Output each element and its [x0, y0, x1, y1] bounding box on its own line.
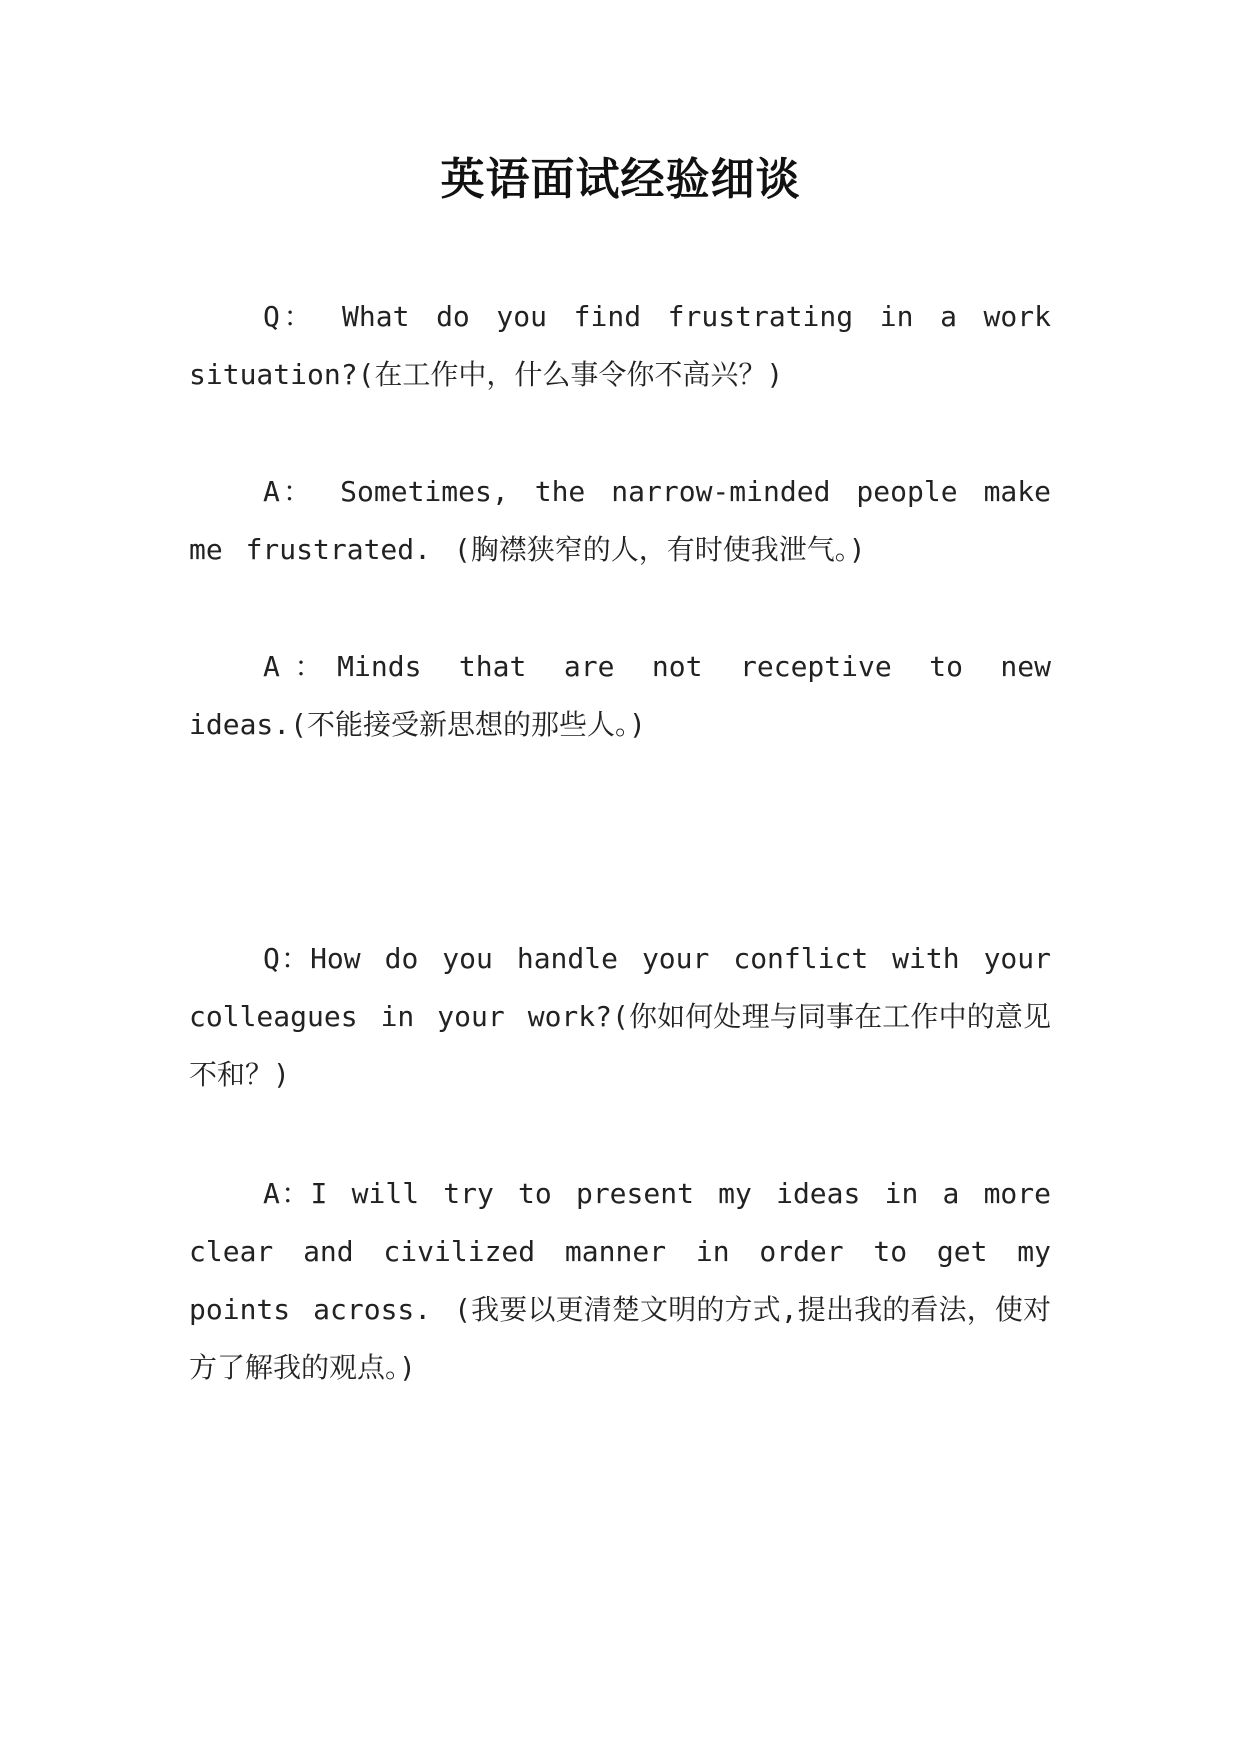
- paragraph-question-1: [189, 288, 1051, 404]
- paragraph-answer-1: [189, 463, 1051, 579]
- paragraph-text: Q： What do you find frustrating in a work situation?(在工作中，什么事令你不高兴？): [189, 300, 1051, 391]
- paragraph-text: A： Sometimes, the narrow-minded people make me frustrated. (胸襟狭窄的人，有时使我泄气。): [189, 475, 1051, 566]
- paragraph-question-2: [189, 930, 1051, 1104]
- paragraph-text: A：Minds that are not receptive to new ideas.(不能接受新思想的那些人。): [189, 650, 1051, 741]
- paragraph-answer-2: [189, 638, 1051, 754]
- document-title: 英语面试经验细谈: [440, 154, 801, 205]
- paragraph-text: Q：How do you handle your conflict with your colleagues in your work?(你如何处理与同事在工作中的意见不和？): [189, 942, 1051, 1091]
- paragraph-answer-3: [189, 1165, 1051, 1397]
- paragraph-text: A：I will try to present my ideas in a more clear and civilized manner in order to get my points across. (我要以更清楚文明的方式,提出我的看法，使对方了解我的观点。): [189, 1177, 1051, 1384]
